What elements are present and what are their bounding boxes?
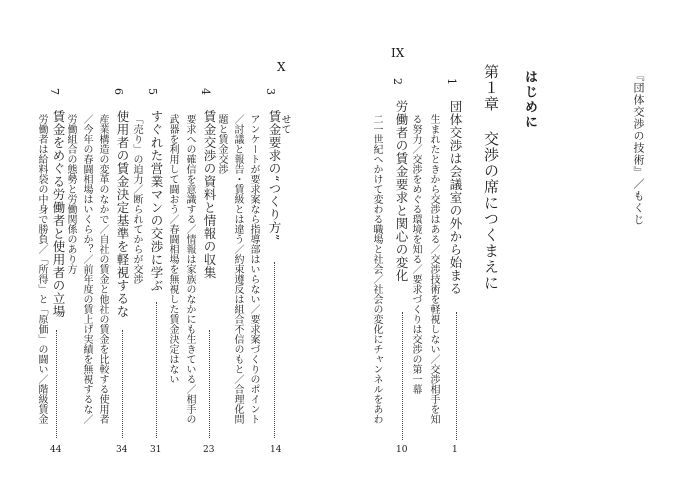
section-title: 賃金交渉の資料と情報の収集 [202, 110, 217, 279]
section-number: 2 [391, 78, 404, 85]
section-subtopics-line: 労働組合の態勢と労働関係のあり方 [65, 114, 76, 274]
section-subtopics-line: 二一世紀へかけて変わる職場と社会／社会の変化にチャンネルをあわ [371, 114, 382, 424]
leader-dots [209, 330, 210, 438]
section-subtopics-line: ／今年の春闘相場はいくらか？／前年度の賃上げ実績を無視するな／ [81, 114, 92, 424]
page-number: 23 [203, 445, 215, 455]
page-number: 34 [116, 445, 128, 455]
leader-dots [402, 312, 403, 440]
section-subtopics-line: 産業構造の変革のなかで／自社の賃金と他社の賃金を比較する使用者 [97, 114, 108, 424]
section-title: 賃金要求の“つくり方” [267, 110, 282, 241]
chapter-number: 第１章 [482, 64, 500, 112]
section-title: 使用者の賃金決定基準を軽視するな [115, 110, 130, 318]
page-number: 14 [270, 445, 282, 455]
section-title: 賃金をめぐる労働者と使用者の立場 [51, 110, 66, 318]
leader-dots [56, 330, 57, 438]
section-title: すぐれた営業マンの交渉に学ぶ [149, 110, 164, 292]
leader-dots [456, 312, 457, 440]
section-subtopics-line: 生まれたときから交渉はある／交渉技術を軽視しない／交渉相手を知 [428, 114, 439, 424]
page-number: 10 [396, 445, 408, 455]
section-subtopics-line: る努力／交渉をめぐる環境を知る／要求づくりは交渉の第一幕 [410, 114, 421, 394]
section-title: 労働者の賃金要求と関心の変化 [394, 100, 409, 282]
section-subtopics-line: ／討議と報告・賃級とは違う／約束遵反は組合不信のもと／合理化問 [232, 114, 243, 424]
page-mark-left: X [277, 60, 286, 74]
section-subtopics-line: 題と賃金交渉 [216, 114, 227, 174]
section-subtopics-line: 「売り」の迫力／断られてからが交渉 [131, 114, 142, 284]
section-subtopics-line: 労働者は給料袋の中身で勝負／「所得」と「原価」の闘い／階級賃金 [36, 114, 47, 424]
leader-dots [274, 262, 275, 438]
section-subtopics-line: せて [279, 114, 290, 134]
page-number: 31 [150, 445, 162, 455]
leader-dots [122, 330, 123, 438]
leader-dots [156, 302, 157, 438]
page-mark-right: IX [391, 46, 405, 60]
section-subtopics-line: 武器を利用して闘おう／春闘相場を無視した賃金決定はない [167, 114, 178, 384]
section-number: 5 [146, 88, 159, 95]
section-number: 7 [48, 88, 61, 95]
section-title: 団体交渉は会議室の外から始まる [448, 100, 463, 295]
book-title: 『団体交渉の技術』／もくじ [632, 70, 645, 226]
page-number: 1 [452, 445, 458, 455]
chapter-title: 交渉の席につくまえに [482, 131, 500, 291]
section-number: 4 [199, 88, 212, 95]
section-number: 3 [264, 88, 277, 95]
section-subtopics-line: 要求への確信を意識する／情報は家族のなかにも生きている／相手の [184, 114, 195, 424]
section-number: 1 [445, 78, 458, 85]
section-number: 6 [112, 88, 125, 95]
section-subtopics-line: アンケートが要求案なら指導部はいらない／要求案づくりのポイント [248, 114, 259, 424]
page-number: 44 [50, 445, 62, 455]
preface-heading: はじめに [522, 70, 537, 130]
